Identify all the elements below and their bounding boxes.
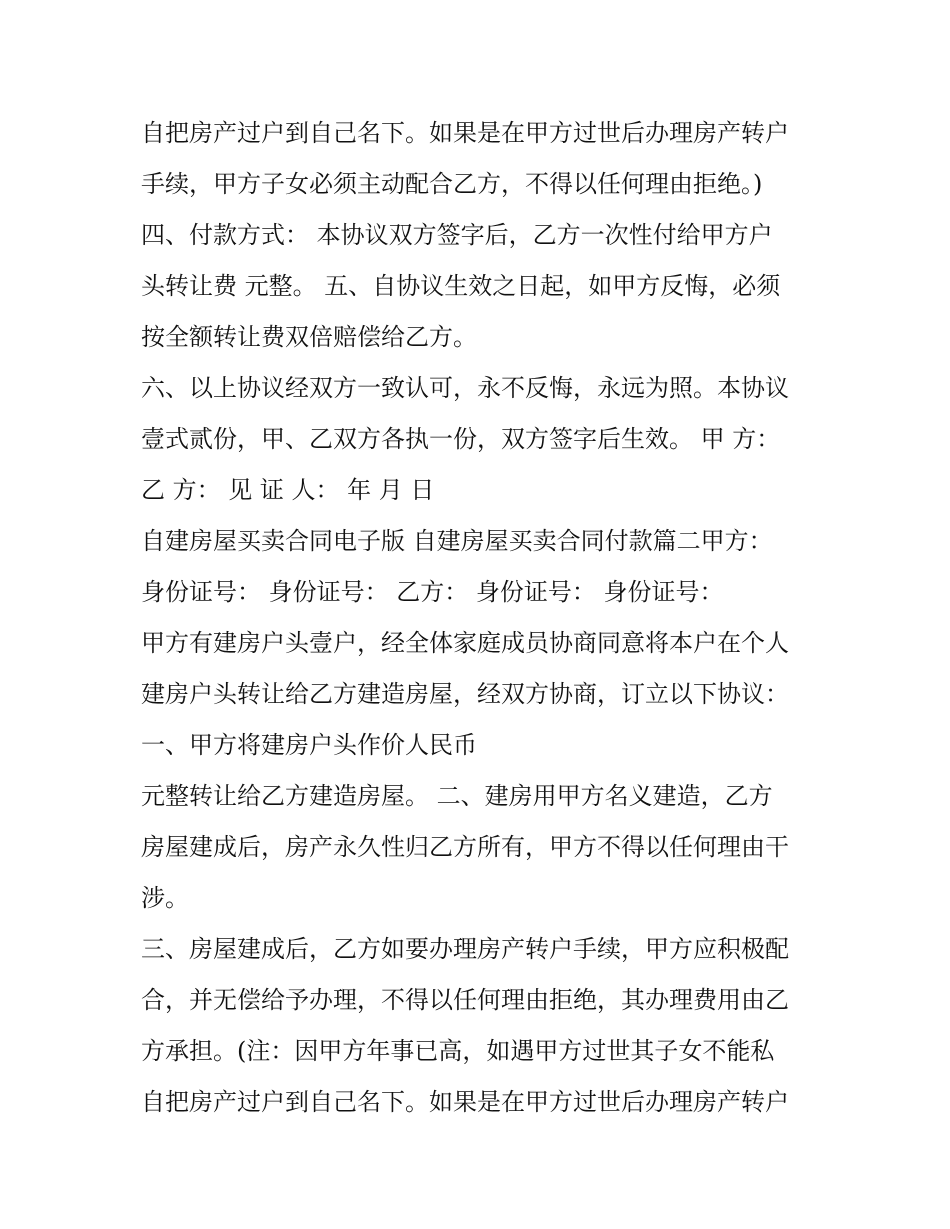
text-line: 涉。 — [141, 884, 189, 912]
text-line: 建房户头转让给乙方建造房屋，经双方协商，订立以下协议： — [141, 680, 789, 708]
text-line: 按全额转让费双倍赔偿给乙方。 — [141, 323, 477, 351]
text-line: 壹式贰份，甲、乙双方各执一份，双方签字后生效。 甲 方： — [141, 425, 781, 453]
text-line: 四、付款方式： 本协议双方签字后，乙方一次性付给甲方户 — [141, 221, 773, 249]
text-line: 元整转让给乙方建造房屋。 二、建房用甲方名义建造，乙方 — [141, 782, 773, 810]
text-line: 三、房屋建成后，乙方如要办理房产转户手续，甲方应积极配 — [141, 935, 789, 963]
text-line: 自建房屋买卖合同电子版 自建房屋买卖合同付款篇二甲方： — [141, 527, 773, 555]
text-line: 头转让费 元整。 五、自协议生效之日起，如甲方反悔，必须 — [141, 272, 781, 300]
text-line: 一、甲方将建房户头作价人民币 — [141, 731, 477, 759]
text-line: 自把房产过户到自己名下。如果是在甲方过世后办理房产转户 — [141, 1088, 789, 1116]
text-line: 身份证号： 身份证号： 乙方： 身份证号： 身份证号： — [141, 578, 724, 606]
text-line: 自把房产过户到自己名下。如果是在甲方过世后办理房产转户 — [141, 119, 789, 147]
text-line: 房屋建成后，房产永久性归乙方所有，甲方不得以任何理由干 — [141, 833, 789, 861]
text-line: 六、以上协议经双方一致认可，永不反悔，永远为照。本协议 — [141, 374, 789, 402]
document-body — [141, 108, 831, 1128]
text-line: 合，并无偿给予办理，不得以任何理由拒绝，其办理费用由乙 — [141, 986, 789, 1014]
text-line: 乙 方： 见 证 人： 年 月 日 — [141, 476, 435, 504]
text-line: 手续，甲方子女必须主动配合乙方，不得以任何理由拒绝。) — [141, 170, 763, 198]
text-line: 方承担。(注：因甲方年事已高，如遇甲方过世其子女不能私 — [141, 1037, 775, 1065]
text-line: 甲方有建房户头壹户，经全体家庭成员协商同意将本户在个人 — [141, 629, 789, 657]
